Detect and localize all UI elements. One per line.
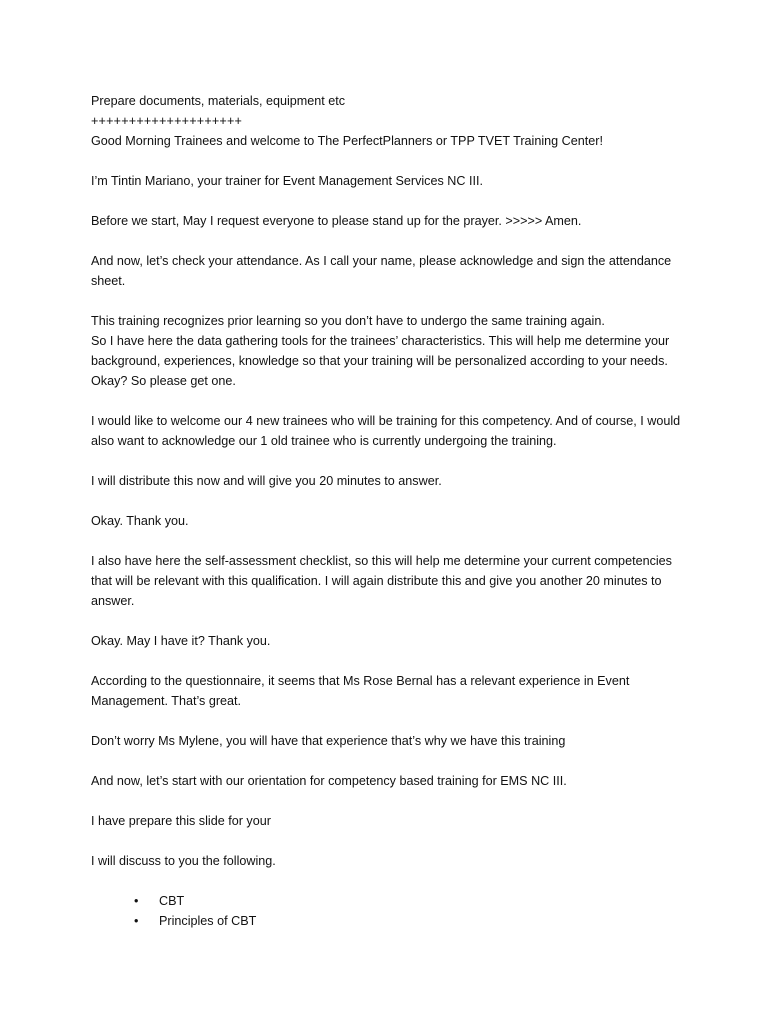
data-gathering-paragraph: So I have here the data gathering tools for the trainees’ characteristics. This will help me determine your background, experiences, knowledge so that your training will be personalized according to your needs. Okay? So please get one. bbox=[91, 334, 670, 388]
document-body bbox=[91, 91, 691, 931]
list-item bbox=[91, 911, 691, 931]
prior-learning-line: This training recognizes prior learning so you don’t have to undergo the same training again. bbox=[91, 314, 605, 328]
list-item bbox=[91, 891, 691, 911]
thank-you-line: Okay. Thank you. bbox=[91, 514, 189, 528]
orientation-paragraph: And now, let’s start with our orientation for competency based training for EMS NC III. bbox=[91, 774, 567, 788]
checklist-paragraph: I also have here the self-assessment checklist, so this will help me determine your current competencies that will be relevant with this qualification. I will again distribute this and give you another 20 minutes to answer. bbox=[91, 554, 672, 608]
discuss-line: I will discuss to you the following. bbox=[91, 854, 276, 868]
intro-paragraph: I’m Tintin Mariano, your trainer for Event Management Services NC III. bbox=[91, 174, 483, 188]
distribute-paragraph: I will distribute this now and will give you 20 minutes to answer. bbox=[91, 474, 442, 488]
bullet-icon: • bbox=[134, 894, 139, 908]
list-item-label: Principles of CBT bbox=[159, 914, 257, 928]
separator-line: ++++++++++++++++++++ bbox=[91, 114, 243, 128]
header-line: Prepare documents, materials, equipment etc bbox=[91, 94, 346, 108]
topic-list bbox=[91, 891, 691, 931]
slide-line: I have prepare this slide for your bbox=[91, 814, 271, 828]
attendance-paragraph: And now, let’s check your attendance. As I call your name, please acknowledge and sign the attendance sheet. bbox=[91, 254, 672, 288]
new-trainees-paragraph: I would like to welcome our 4 new trainees who will be training for this competency. And of course, I would also want to acknowledge our 1 old trainee who is currently undergoing the training. bbox=[91, 414, 681, 448]
questionnaire-paragraph: According to the questionnaire, it seems that Ms Rose Bernal has a relevant experience in Event Management. That’s great. bbox=[91, 674, 630, 708]
prayer-paragraph: Before we start, May I request everyone to please stand up for the prayer. >>>>> Amen. bbox=[91, 214, 582, 228]
collect-line: Okay. May I have it? Thank you. bbox=[91, 634, 271, 648]
list-item-label: CBT bbox=[159, 894, 185, 908]
bullet-icon: • bbox=[134, 914, 139, 928]
welcome-paragraph: Good Morning Trainees and welcome to The PerfectPlanners or TPP TVET Training Center! bbox=[91, 134, 603, 148]
mylene-paragraph: Don’t worry Ms Mylene, you will have that experience that’s why we have this training bbox=[91, 734, 566, 748]
